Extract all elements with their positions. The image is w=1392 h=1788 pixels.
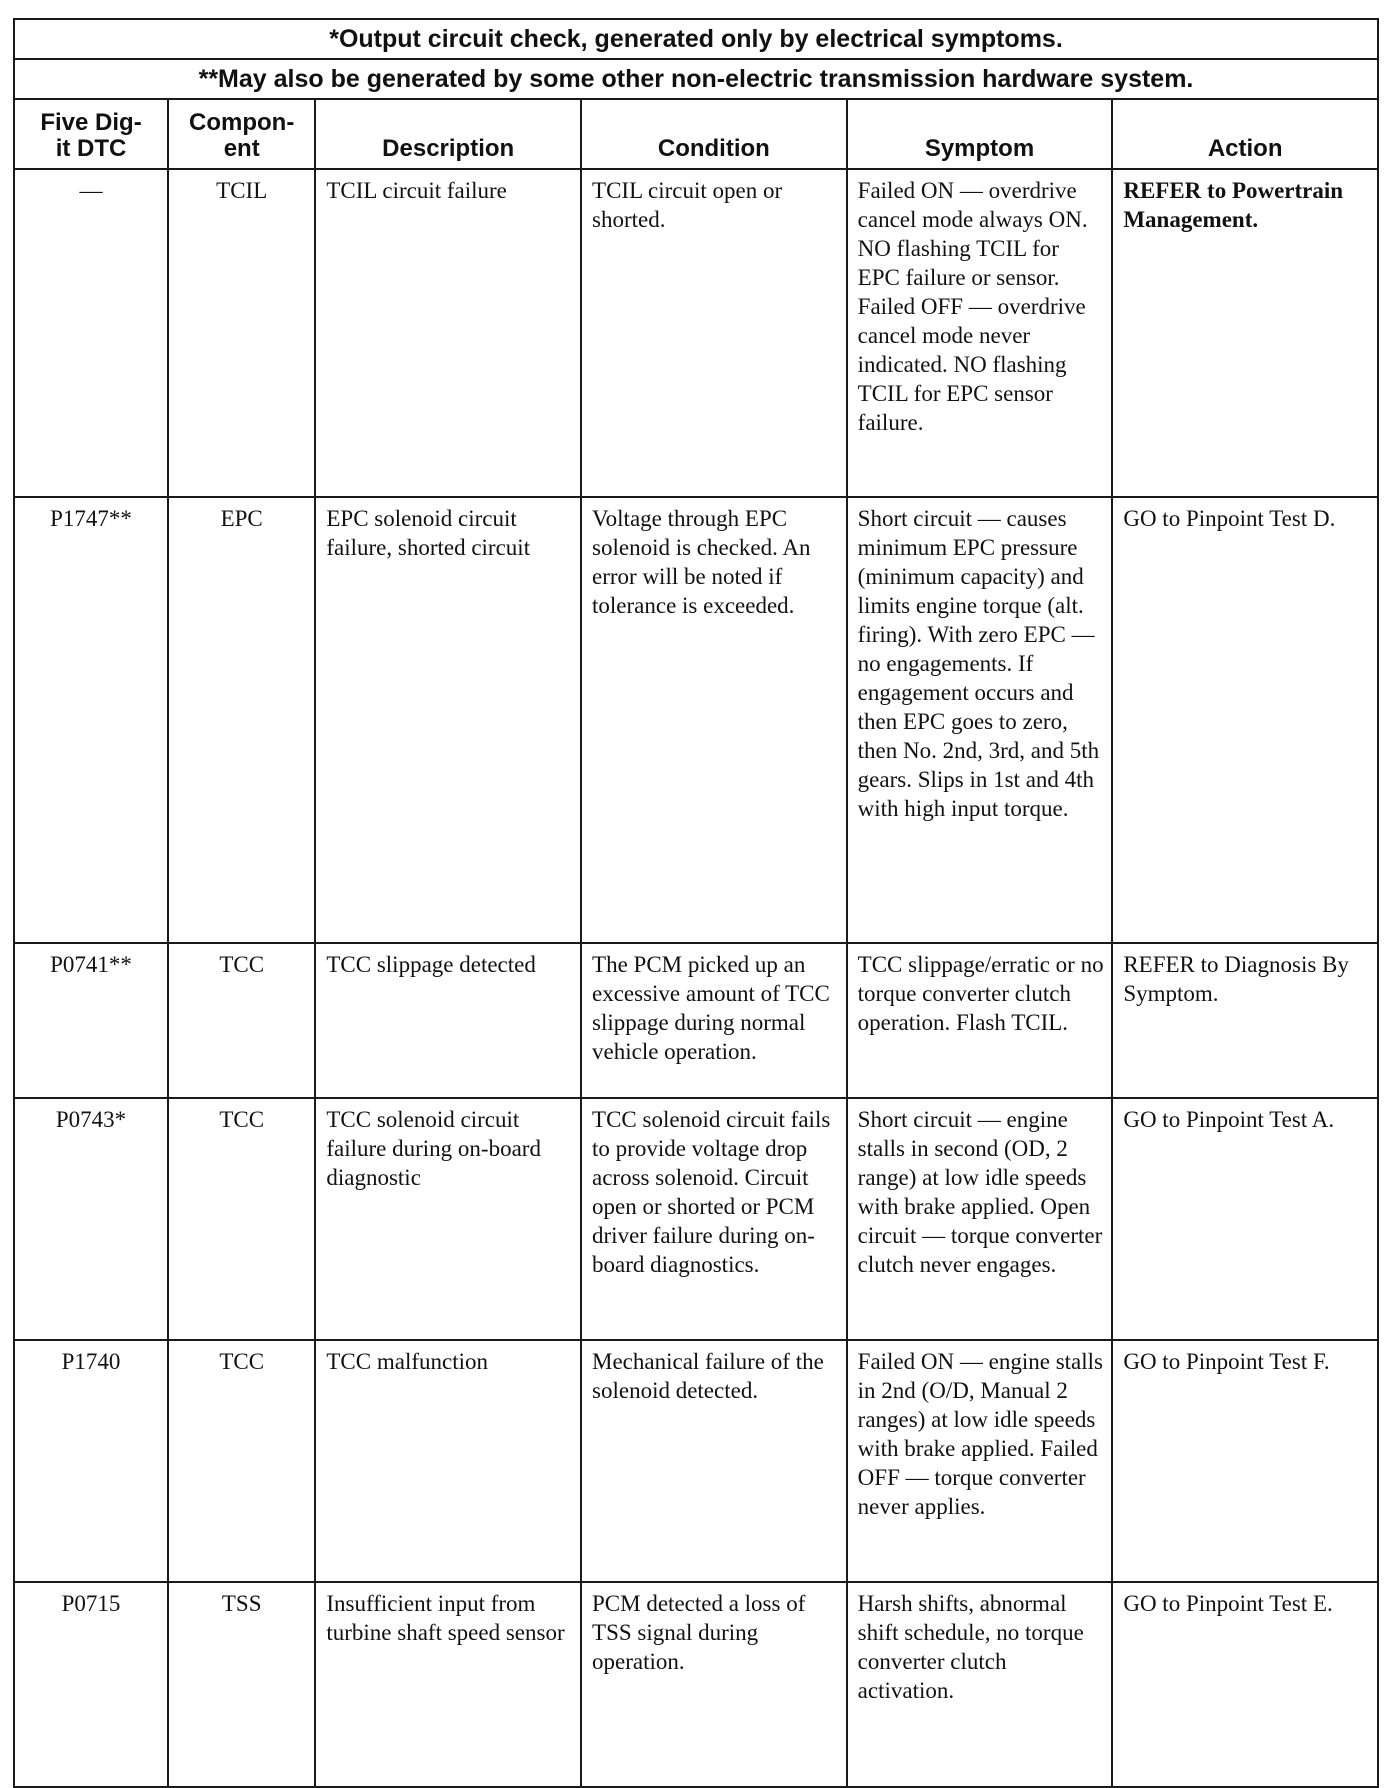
description-cell: TCC malfunction	[315, 1340, 581, 1582]
description-cell: Insufficient input from turbine shaft speed sensor	[315, 1582, 581, 1787]
condition-cell: TCIL circuit open or shorted.	[581, 169, 847, 497]
action-cell: REFER to Diagnosis By Symptom.	[1112, 943, 1378, 1098]
description-cell: TCC slippage detected	[315, 943, 581, 1098]
note-row-non-electric	[14, 59, 1378, 99]
condition-cell: Voltage through EPC solenoid is checked. An error will be noted if tolerance is exceeded.	[581, 497, 847, 943]
dtc-cell: —	[14, 169, 168, 497]
component-cell: TSS	[168, 1582, 315, 1787]
component-cell: EPC	[168, 497, 315, 943]
table-row	[14, 1098, 1378, 1340]
table-row	[14, 943, 1378, 1098]
table-row	[14, 169, 1378, 497]
dtc-cell: P0743*	[14, 1098, 168, 1340]
table-row	[14, 1582, 1378, 1787]
action-cell: GO to Pinpoint Test D.	[1112, 497, 1378, 943]
dtc-table	[13, 18, 1379, 1788]
component-cell: TCC	[168, 1098, 315, 1340]
dtc-cell: P0715	[14, 1582, 168, 1787]
component-cell: TCIL	[168, 169, 315, 497]
component-cell: TCC	[168, 1340, 315, 1582]
description-cell: TCC solenoid circuit failure during on-board diagnostic	[315, 1098, 581, 1340]
symptom-cell: Harsh shifts, abnormal shift schedule, no torque converter clutch activation.	[847, 1582, 1113, 1787]
action-cell: GO to Pinpoint Test A.	[1112, 1098, 1378, 1340]
header-condition: Condition	[581, 99, 847, 169]
header-dtc: Five Dig- it DTC	[14, 99, 168, 169]
header-description: Description	[315, 99, 581, 169]
symptom-cell: Short circuit — engine stalls in second (OD, 2 range) at low idle speeds with brake applied. Open circuit — torque converter clutch never engages.	[847, 1098, 1113, 1340]
condition-cell: PCM detected a loss of TSS signal during operation.	[581, 1582, 847, 1787]
symptom-cell: Short circuit — causes minimum EPC pressure (minimum capacity) and limits engine torque (alt. firing). With zero EPC — no engagements. If engagement occurs and then EPC goes to zero, then No. 2nd, 3rd, and 5th gears. Slips in 1st and 4th with high input torque.	[847, 497, 1113, 943]
symptom-cell: Failed ON — engine stalls in 2nd (O/D, Manual 2 ranges) at low idle speeds with brake applied. Failed OFF — torque converter never applies.	[847, 1340, 1113, 1582]
symptom-cell: Failed ON — overdrive cancel mode always ON. NO flashing TCIL for EPC failure or sensor. Failed OFF — overdrive cancel mode never indicated. NO flashing TCIL for EPC sensor failure.	[847, 169, 1113, 497]
symptom-cell: TCC slippage/erratic or no torque converter clutch operation. Flash TCIL.	[847, 943, 1113, 1098]
header-row	[14, 99, 1378, 169]
description-cell: EPC solenoid circuit failure, shorted circuit	[315, 497, 581, 943]
header-component: Compon- ent	[168, 99, 315, 169]
condition-cell: Mechanical failure of the solenoid detected.	[581, 1340, 847, 1582]
description-cell: TCIL circuit failure	[315, 169, 581, 497]
header-action: Action	[1112, 99, 1378, 169]
table-row	[14, 497, 1378, 943]
note-non-electric: **May also be generated by some other non-electric transmission hardware system.	[14, 59, 1378, 99]
note-output-circuit: *Output circuit check, generated only by electrical symptoms.	[14, 19, 1378, 59]
condition-cell: The PCM picked up an excessive amount of TCC slippage during normal vehicle operation.	[581, 943, 847, 1098]
component-cell: TCC	[168, 943, 315, 1098]
dtc-cell: P1740	[14, 1340, 168, 1582]
action-cell: GO to Pinpoint Test F.	[1112, 1340, 1378, 1582]
action-cell: GO to Pinpoint Test E.	[1112, 1582, 1378, 1787]
note-row-output-circuit	[14, 19, 1378, 59]
header-symptom: Symptom	[847, 99, 1113, 169]
dtc-cell: P0741**	[14, 943, 168, 1098]
action-cell: REFER to Powertrain Management.	[1112, 169, 1378, 497]
dtc-cell: P1747**	[14, 497, 168, 943]
table-row	[14, 1340, 1378, 1582]
condition-cell: TCC solenoid circuit fails to provide voltage drop across solenoid. Circuit open or shorted or PCM driver failure during on-board diagnostics.	[581, 1098, 847, 1340]
